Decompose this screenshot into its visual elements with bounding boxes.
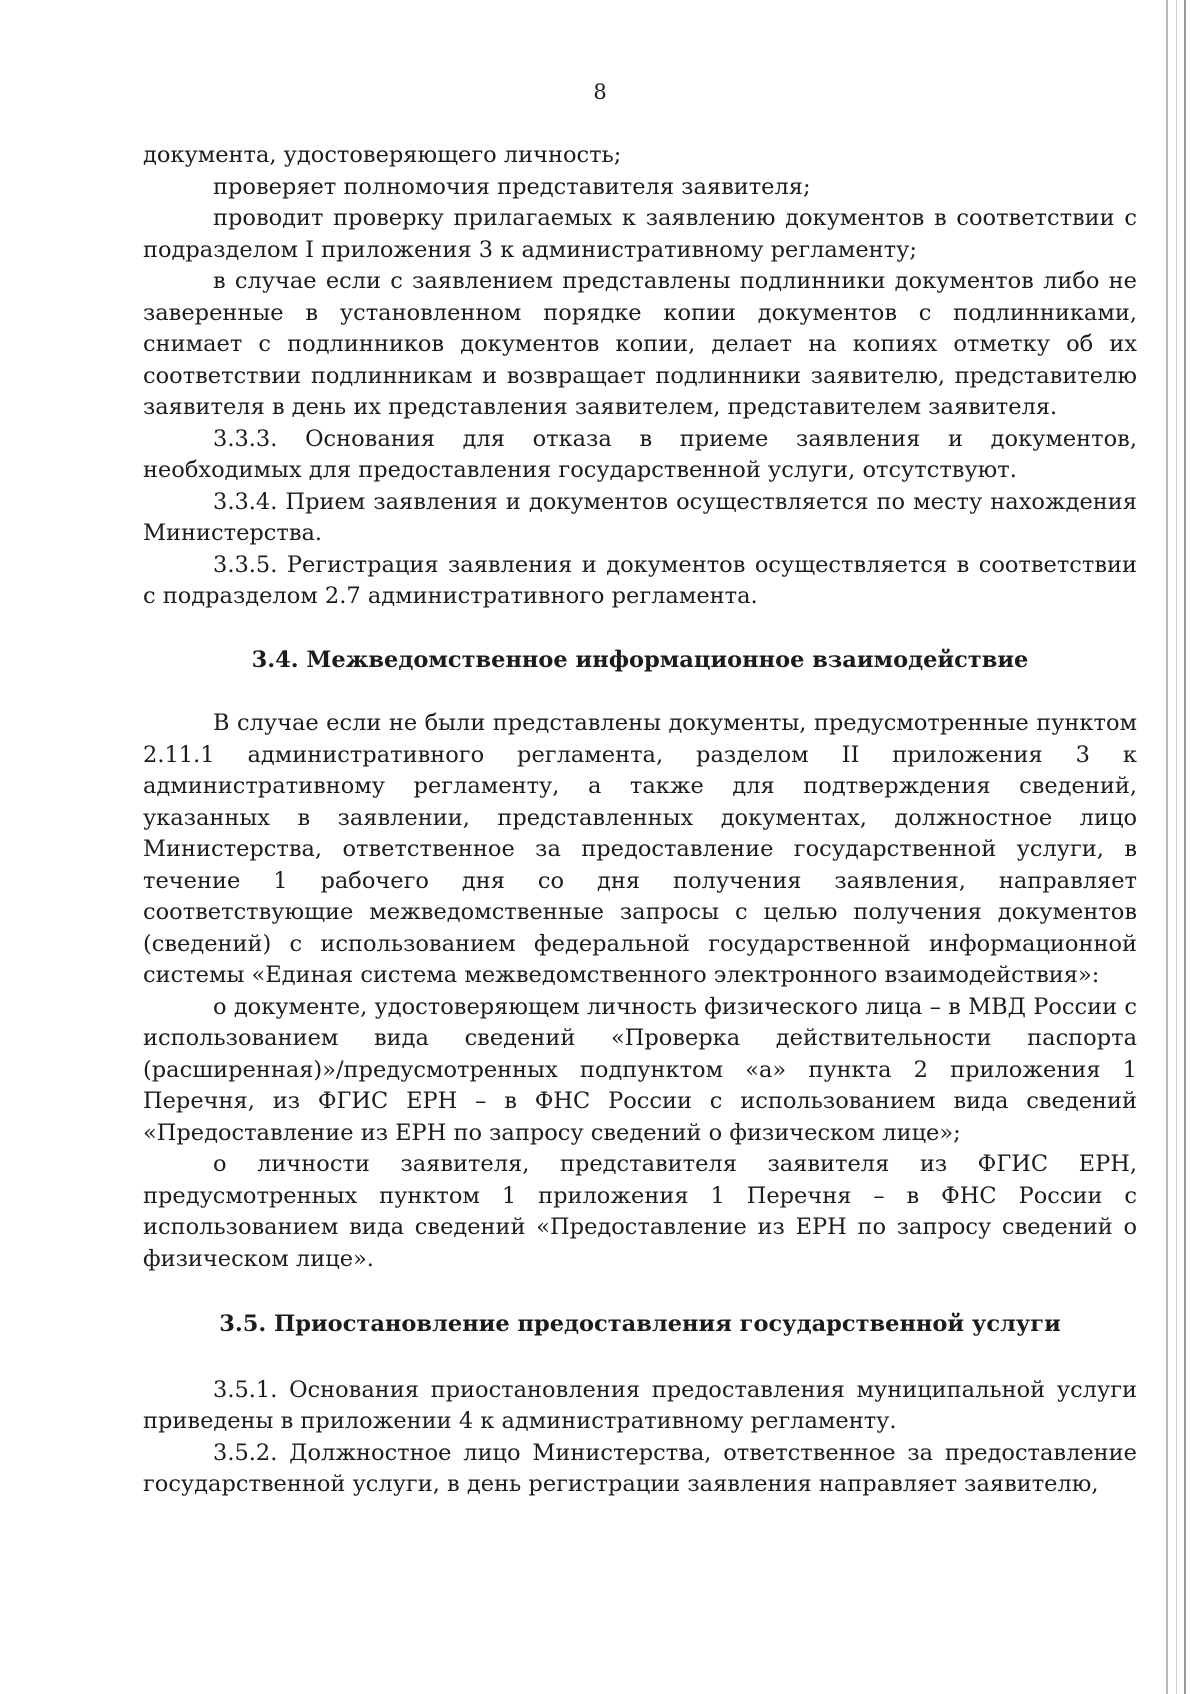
paragraph: в случае если с заявлением представлены подлинники документов либо не заверенные в установленном порядке копии документов с подлинниками, снимает с подлинников документов копии, делает на копиях отметку об их соответствии подлинникам и возвращает подлинники заявителю, представителю заявителя в день их представления заявителем, представителем заявителя.	[143, 268, 1137, 420]
paragraph: проверяет полномочия представителя заявителя;	[213, 173, 811, 200]
paragraph: 3.5.1. Основания приостановления предоставления муниципальной услуги приведены в приложении 4 к административному регламенту.	[143, 1376, 1137, 1434]
paragraph: 3.3.3. Основания для отказа в приеме заявления и документов, необходимых для предоставления государственной услуги, отсутствуют.	[143, 425, 1137, 483]
scan-edge-line	[1184, 0, 1186, 1694]
paragraph: о документе, удостоверяющем личность физического лица – в МВД России с использованием вида сведений «Проверка действительности паспорта (расширенная)»/предусмотренных подпунктом «а» пункта 2 приложения 1 Перечня, из ФГИС ЕРН – в ФНС России с использованием вида сведений «Предоставление из ЕРН по запросу сведений о физическом лице»;	[143, 993, 1137, 1146]
paragraph: 3.3.4. Прием заявления и документов осуществляется по месту нахождения Министерства.	[143, 488, 1137, 546]
document-body	[143, 140, 1137, 1501]
paragraph: документа, удостоверяющего личность;	[143, 142, 622, 168]
section-heading-3-4: 3.4. Межведомственное информационное взаимодействие	[251, 646, 1029, 673]
paragraph: проводит проверку прилагаемых к заявлению документов в соответствии с подразделом I приложения 3 к административному регламенту;	[143, 205, 1137, 263]
scan-edge-line	[1176, 0, 1177, 1694]
paragraph: В случае если не были представлены документы, предусмотренные пунктом 2.11.1 административного регламента, разделом II приложения 3 к административному регламенту, а также для подтверждения сведений, указанных в заявлении, представленных документах, должностное лицо Министерства, ответственное за предоставление государственной услуги, в течение 1 рабочего дня со дня получения заявления, направляет соответствующие межведомственные запросы с целью получения документов (сведений) с использованием федеральной государственной информационной системы «Единая система межведомственного электронного взаимодействия»:	[143, 710, 1137, 988]
section-heading-3-5: 3.5. Приостановление предоставления государственной услуги	[219, 1311, 1061, 1337]
scan-edge-line	[1166, 0, 1168, 1694]
page-number: 8	[593, 80, 607, 104]
paragraph: о личности заявителя, представителя заявителя из ФГИС ЕРН, предусмотренных пунктом 1 приложения 1 Перечня – в ФНС России с использованием вида сведений «Предоставление из ЕРН по запросу сведений о физическом лице».	[143, 1151, 1137, 1272]
paragraph: 3.5.2. Должностное лицо Министерства, ответственное за предоставление государственной услуги, в день регистрации заявления направляет заявителю,	[143, 1439, 1137, 1497]
paragraph: 3.3.5. Регистрация заявления и документов осуществляется в соответствии с подразделом 2.7 административного регламента.	[143, 551, 1137, 609]
